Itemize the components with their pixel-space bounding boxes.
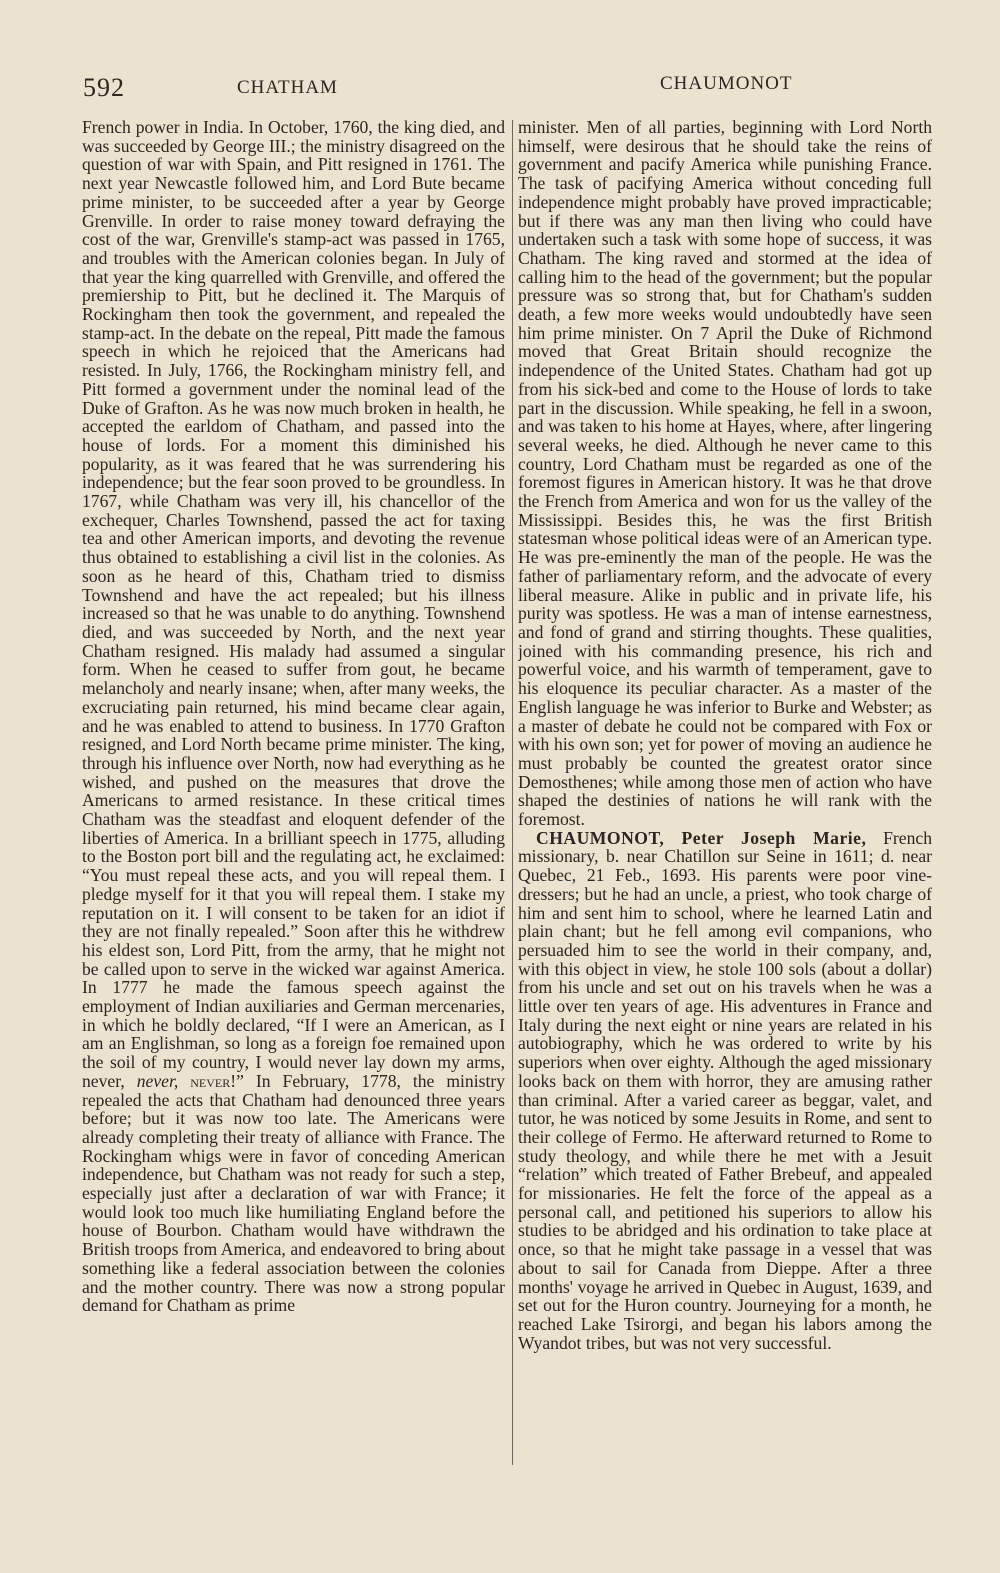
paragraph-text: ” In February, 1778, the ministry repealed the acts that Chatham had denounced three years before; but it was now too late. The Americans were already completing their treaty of alliance with France. The Rockingham whigs were in favor of conceding American independence, but Chatham was not ready for such a step, especially just after a declaration of war with France; it would look too much like humiliating England before the house of Bourbon. Chatham would have withdrawn the British troops from America, and endeavored to bring about something like a federal association between the colonies and the mother country. There was now a strong popular demand for Chatham as prime: [82, 1070, 505, 1316]
column-divider: [512, 120, 513, 1465]
paragraph-text: French missionary, b. near Chatillon sur Seine in 1611; d. near Quebec, 21 Feb., 1693. His parents were poor vine-dressers; but he had an uncle, a priest, who took charge of him and sent him to school, where he learned Latin and plain chant; but he fell among evil companions, who persuaded him to see the world in their company, and, with this object in view, he stole 100 sols (about a dollar) from his uncle and set out on his travels when he was a little over ten years of age. His adventures in France and Italy during the next eight or nine years are related in his autobiography, which he was ordered to write by his superiors when over eighty. Although the aged missionary looks back on them with horror, they are amusing rather than criminal. After a varied career as beggar, valet, and tutor, he was noticed by some Jesuits in Rome, and sent to their college of Fermo. He afterward returned to Rome to study theology, and while there he met with a Jesuit “relation” which treated of Father Brebeuf, and appealed for missionaries. He felt the force of the appeal as a personal call, and petitioned his superiors to allow his studies to be abridged and his ordination to take place at once, so that he might take passage in a vessel that was about to sail for Canada from Dieppe. After a three months' voyage he arrived in Quebec in August, 1639, and set out for the Huron country. Journeying for a month, he reached Lake Tsirorgi, and began his labors among the Wyandot tribes, but was not very successful.: [518, 827, 932, 1353]
small-caps-text: never!: [190, 1070, 237, 1091]
page-number: 592: [83, 73, 125, 102]
paragraph: [518, 118, 932, 829]
left-column: [82, 118, 505, 1478]
entry-heading: CHAUMONOT, Peter Joseph Marie,: [536, 827, 867, 848]
emphasis-text: never,: [136, 1070, 179, 1091]
running-head-left: CHATHAM: [237, 77, 338, 98]
running-head-right: CHAUMONOT: [660, 73, 793, 94]
paragraph-text: French power in India. In October, 1760, the king died, and was succeeded by George III.; the ministry disagreed on the question of war with Spain, and Pitt resigned in 1761. The next year Newcastle followed him, and Lord Bute became prime minister, to be succeeded after a year by George Grenville. In order to raise money toward defraying the cost of the war, Grenville's stamp-act was passed in 1765, and troubles with the American colonies began. In July of that year the king quarrelled with Grenville, and offered the premiership to Pitt, but he declined it. The Marquis of Rockingham then took the government, and repealed the stamp-act. In the debate on the repeal, Pitt made the famous speech in which he rejoiced that the Americans had resisted. In July, 1766, the Rockingham ministry fell, and Pitt formed a government under the nominal lead of the Duke of Grafton. As he was now much broken in health, he accepted the earldom of Chatham, and passed into the house of lords. For a moment this diminished his popularity, as it was feared that he was surrendering his independence; but the fear soon proved to be groundless. In 1767, while Chatham was very ill, his chancellor of the exchequer, Charles Townshend, passed the act for taxing tea and other American imports, and devoting the revenue thus obtained to establishing a civil list in the colonies. As soon as he heard of this, Chatham tried to dismiss Townshend and have the act repealed; but his illness increased so that he was unable to do anything. Townshend died, and was succeeded by North, and the next year Chatham resigned. His malady had assumed a singular form. When he ceased to suffer from gout, he became melancholy and nearly insane; when, after many weeks, the excruciating pain returned, his mind became clear again, and he was enabled to attend to business. In 1770 Grafton resigned, and Lord North became prime minister. The king, through his influence over North, now had everything as he wished, and pushed on the measures that drove the Americans to armed resistance. In these critical times Chatham was the steadfast and eloquent defender of the liberties of America. In a brilliant speech in 1775, alluding to the Boston port bill and the regulating act, he exclaimed: “You must repeal these acts, and you will repeal them. I pledge myself for it that you will repeal them. I stake my reputation on it. I will consent to be taken for an idiot if they are not finally repealed.” Soon after this he withdrew his eldest son, Lord Pitt, from the army, that he might not be called upon to serve in the wicked war against America. In 1777 he made the famous speech against the employment of Indian auxiliaries and German mercenaries, in which he boldly declared, “If I were an American, as I am an Englishman, so long as a foreign foe remained upon the soil of my country, I would never lay down my arms, never,: [82, 118, 505, 1091]
paragraph: [82, 118, 505, 1315]
right-column: [518, 118, 932, 1478]
entry-paragraph: [518, 829, 932, 1353]
paragraph-text: minister. Men of all parties, beginning with Lord North himself, were desirous that he should take the reins of government and pacify America while punishing France. The task of pacifying America without conceding full independence might probably have proved impracticable; but if there was any man then living who could have undertaken such a task with some hope of success, it was Chatham. The king raved and stormed at the idea of calling him to the head of the government; but the popular pressure was so strong that, but for Chatham's sudden death, a few more weeks would undoubtedly have seen him prime minister. On 7 April the Duke of Richmond moved that Great Britain should recognize the independence of the United States. Chatham had got up from his sick-bed and come to the House of lords to take part in the discussion. While speaking, he fell in a swoon, and was taken to his home at Hayes, where, after lingering several weeks, he died. Although he never came to this country, Lord Chatham must be regarded as one of the foremost figures in American history. It was he that drove the French from America and won for us the valley of the Mississippi. Besides this, he was the first British statesman whose political ideas were of an American type. He was pre-eminently the man of the people. He was the father of parliamentary reform, and the advocate of every liberal measure. Alike in public and in private life, his purity was spotless. He was a man of intense earnestness, and fond of grand and stirring thoughts. These qualities, joined with his commanding presence, his rich and powerful voice, and his warmth of temperament, gave to his eloquence its peculiar character. As a master of the English language he was inferior to Burke and Webster; as a master of debate he could not be compared with Fox or with his own son; yet for power of moving an audience he must probably be counted the greatest orator since Demosthenes; while among those men of action who have shaped the destinies of nations he will rank with the foremost.: [518, 118, 932, 830]
page-header: [0, 73, 1000, 113]
